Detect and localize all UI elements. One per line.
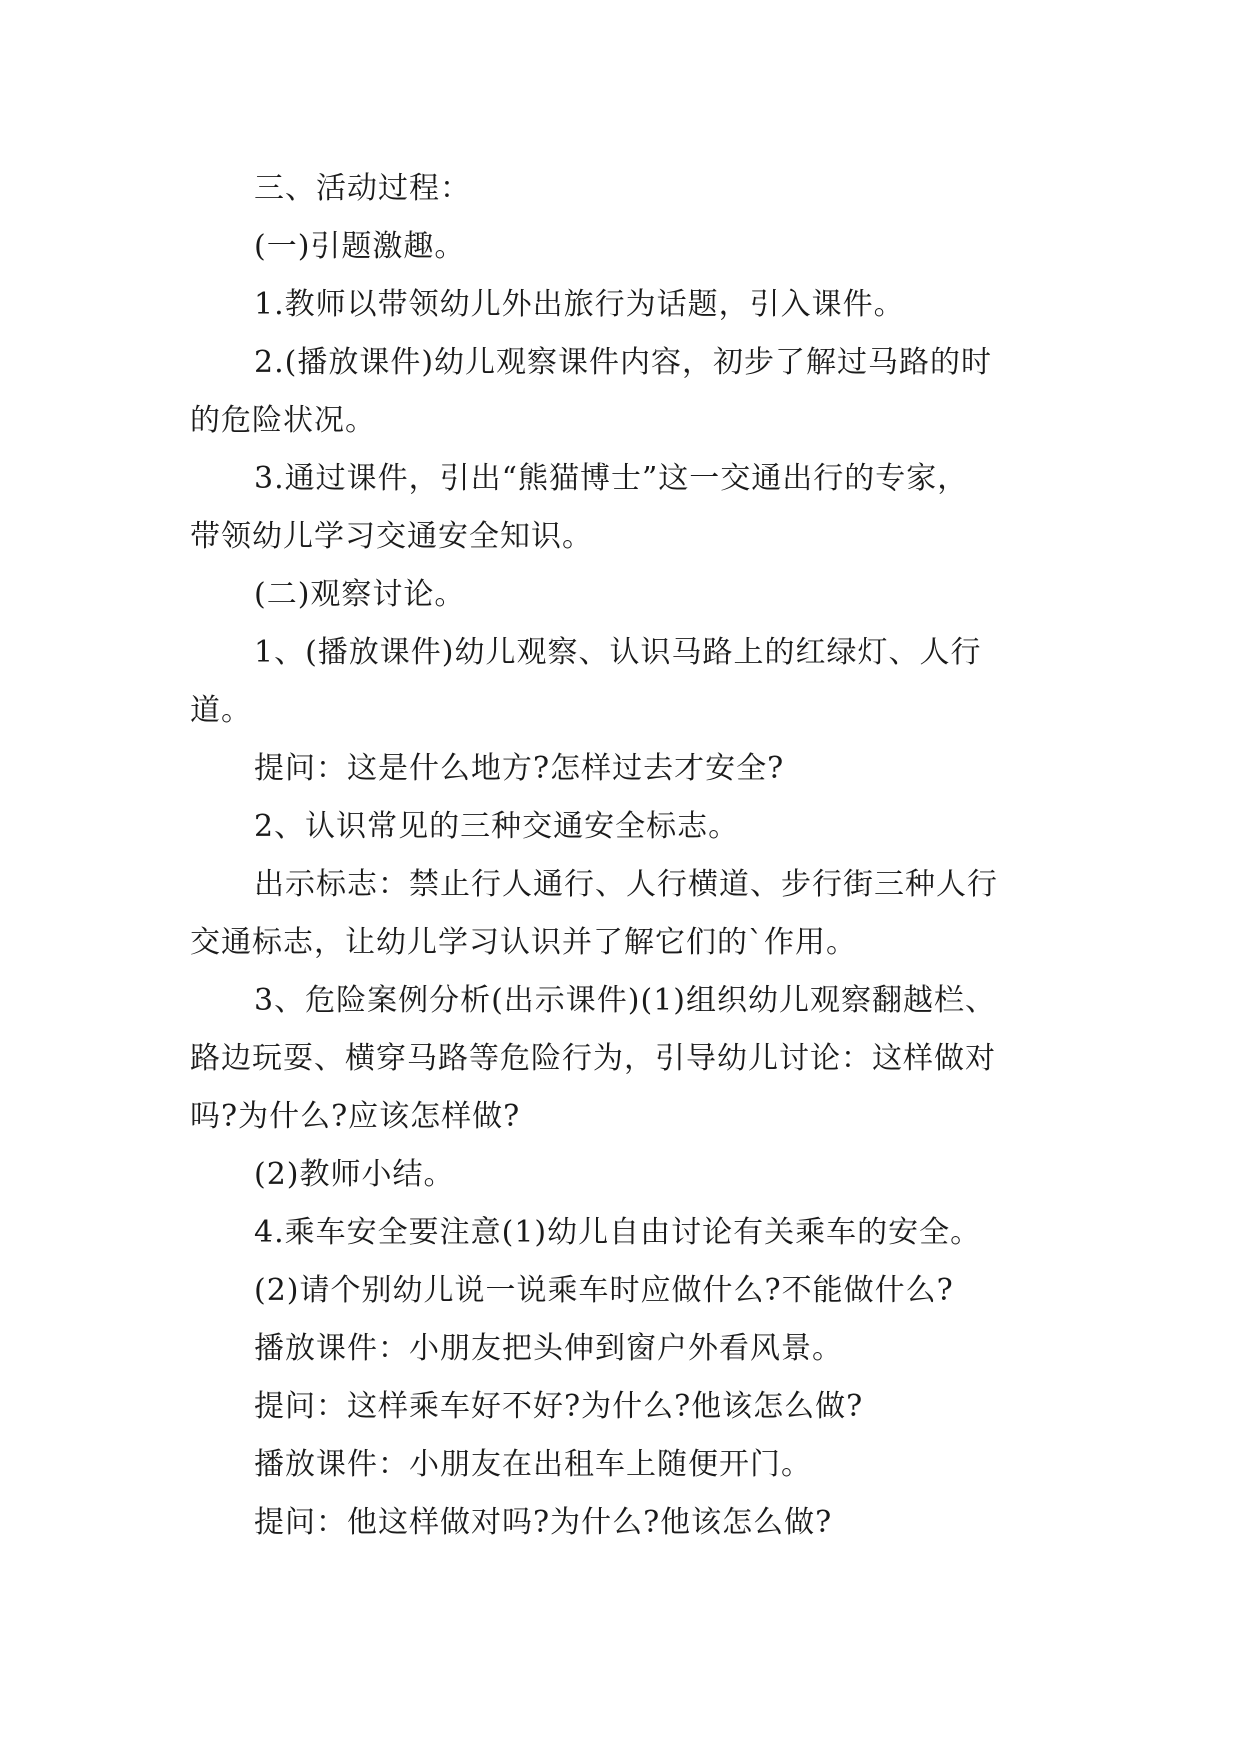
paragraph-line: 1.教师以带领幼儿外出旅行为话题，引入课件。 — [254, 287, 905, 322]
subsection-heading: (二)观察讨论。 — [254, 577, 466, 612]
paragraph-line: 3.通过课件，引出“熊猫博士”这一交通出行的专家， — [254, 461, 969, 496]
paragraph-line: 播放课件：小朋友把头伸到窗户外看风景。 — [254, 1331, 843, 1366]
paragraph-line: 出示标志：禁止行人通行、人行横道、步行街三种人行 — [254, 867, 998, 902]
paragraph-line: (2)请个别幼儿说一说乘车时应做什么?不能做什么? — [254, 1273, 954, 1308]
paragraph-line: 的危险状况。 — [190, 403, 376, 438]
paragraph-line: 吗?为什么?应该怎样做? — [190, 1099, 521, 1134]
subsection-heading: (一)引题激趣。 — [254, 229, 466, 264]
paragraph-line: (2)教师小结。 — [254, 1157, 455, 1192]
paragraph-line: 交通标志，让幼儿学习认识并了解它们的`作用。 — [190, 925, 857, 960]
section-heading: 三、活动过程： — [254, 171, 471, 206]
paragraph-line: 道。 — [190, 693, 252, 728]
paragraph-line: 提问：他这样做对吗?为什么?他该怎么做? — [254, 1505, 833, 1540]
paragraph-line: 提问：这是什么地方?怎样过去才安全? — [254, 751, 785, 786]
paragraph-line: 播放课件：小朋友在出租车上随便开门。 — [254, 1447, 812, 1482]
paragraph-line: 2.(播放课件)幼儿观察课件内容，初步了解过马路的时 — [254, 345, 993, 380]
document-body — [190, 160, 1060, 1552]
paragraph-line: 提问：这样乘车好不好?为什么?他该怎么做? — [254, 1389, 864, 1424]
paragraph-line: 3、危险案例分析(出示课件)(1)组织幼儿观察翻越栏、 — [254, 983, 996, 1018]
paragraph-line: 4.乘车安全要注意(1)幼儿自由讨论有关乘车的安全。 — [254, 1215, 982, 1250]
paragraph-line: 2、认识常见的三种交通安全标志。 — [254, 809, 740, 844]
paragraph-line: 路边玩耍、横穿马路等危险行为，引导幼儿讨论：这样做对 — [190, 1041, 996, 1076]
paragraph-line: 1、(播放课件)幼儿观察、认识马路上的红绿灯、人行 — [254, 635, 982, 670]
paragraph-line: 带领幼儿学习交通安全知识。 — [190, 519, 593, 554]
